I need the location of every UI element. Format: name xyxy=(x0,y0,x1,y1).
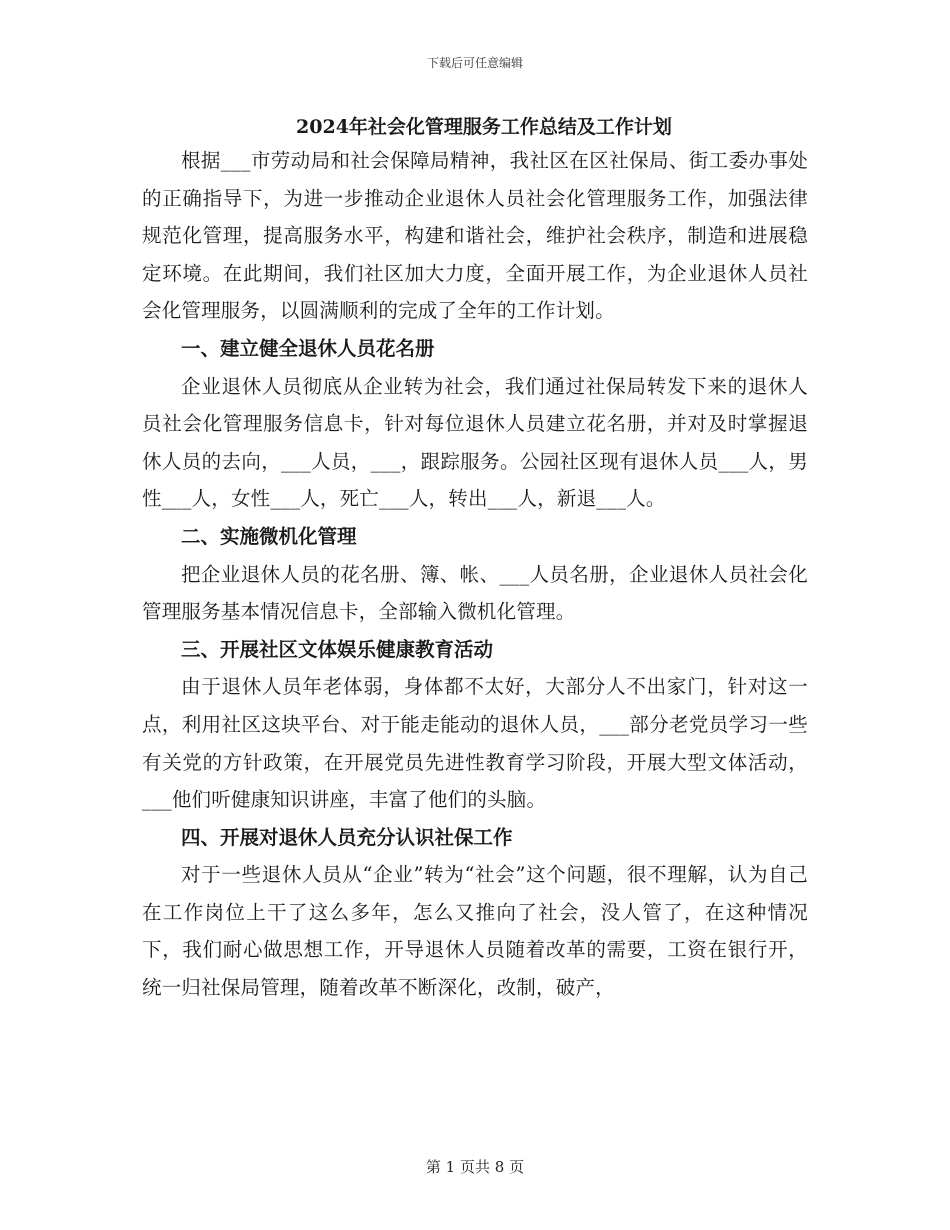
intro-paragraph: 根据___市劳动局和社会保障局精神，我社区在区社保局、街工委办事处的正确指导下，为进一步推动企业退休人员社会化管理服务工作，加强法律规范化管理，提高服务水平，构建和谐社会，维护社会秩序，制造和进展稳定环境。在此期间，我们社区加大力度，全面开展工作，为企业退休人员社会化管理服务，以圆满顺利的完成了全年的工作计划。 xyxy=(142,149,808,323)
section-body: 对于一些退休人员从“企业”转为“社会”这个问题，很不理解，认为自己在工作岗位上干了这么多年，怎么又推向了社会，没人管了，在这种情况下，我们耐心做思想工作，开导退休人员随着改革的需要，工资在银行开，统一归社保局管理，随着改革不断深化，改制，破产， xyxy=(142,863,808,1000)
section-body: 企业退休人员彻底从企业转为社会，我们通过社保局转发下来的退休人员社会化管理服务信息卡，针对每位退休人员建立花名册，并对及时掌握退休人员的去向，___人员，___，跟踪服务。公园社区现有退休人员___人，男性___人，女性___人，死亡___人，转出___人，新退___人。 xyxy=(142,374,808,511)
page-number-footer: 第 1 页共 8 页 xyxy=(425,1158,525,1176)
section-heading: 二、实施微机化管理 xyxy=(181,524,357,548)
document-title: 2024年社会化管理服务工作总结及工作计划 xyxy=(296,116,672,138)
section-3 xyxy=(142,631,808,819)
section-body: 由于退休人员年老体弱，身体都不太好，大部分人不出家门，针对这一点，利用社区这块平台、对于能走能动的退休人员，___部分老党员学习一些有关党的方针政策，在开展党员先进性教育学习阶段，开展大型文体活动，___他们听健康知识讲座，丰富了他们的头脑。 xyxy=(142,675,808,812)
section-2 xyxy=(142,518,808,631)
section-1 xyxy=(142,330,808,518)
section-body: 把企业退休人员的花名册、簿、帐、___人员名册，企业退休人员社会化管理服务基本情况信息卡，全部输入微机化管理。 xyxy=(142,562,808,624)
section-4 xyxy=(142,819,808,1007)
document-body xyxy=(142,112,808,1007)
header-note: 下载后可任意编辑 xyxy=(426,56,523,70)
section-heading: 四、开展对退休人员充分认识社保工作 xyxy=(181,825,513,849)
section-heading: 一、建立健全退休人员花名册 xyxy=(181,336,435,360)
section-heading: 三、开展社区文体娱乐健康教育活动 xyxy=(181,637,494,661)
